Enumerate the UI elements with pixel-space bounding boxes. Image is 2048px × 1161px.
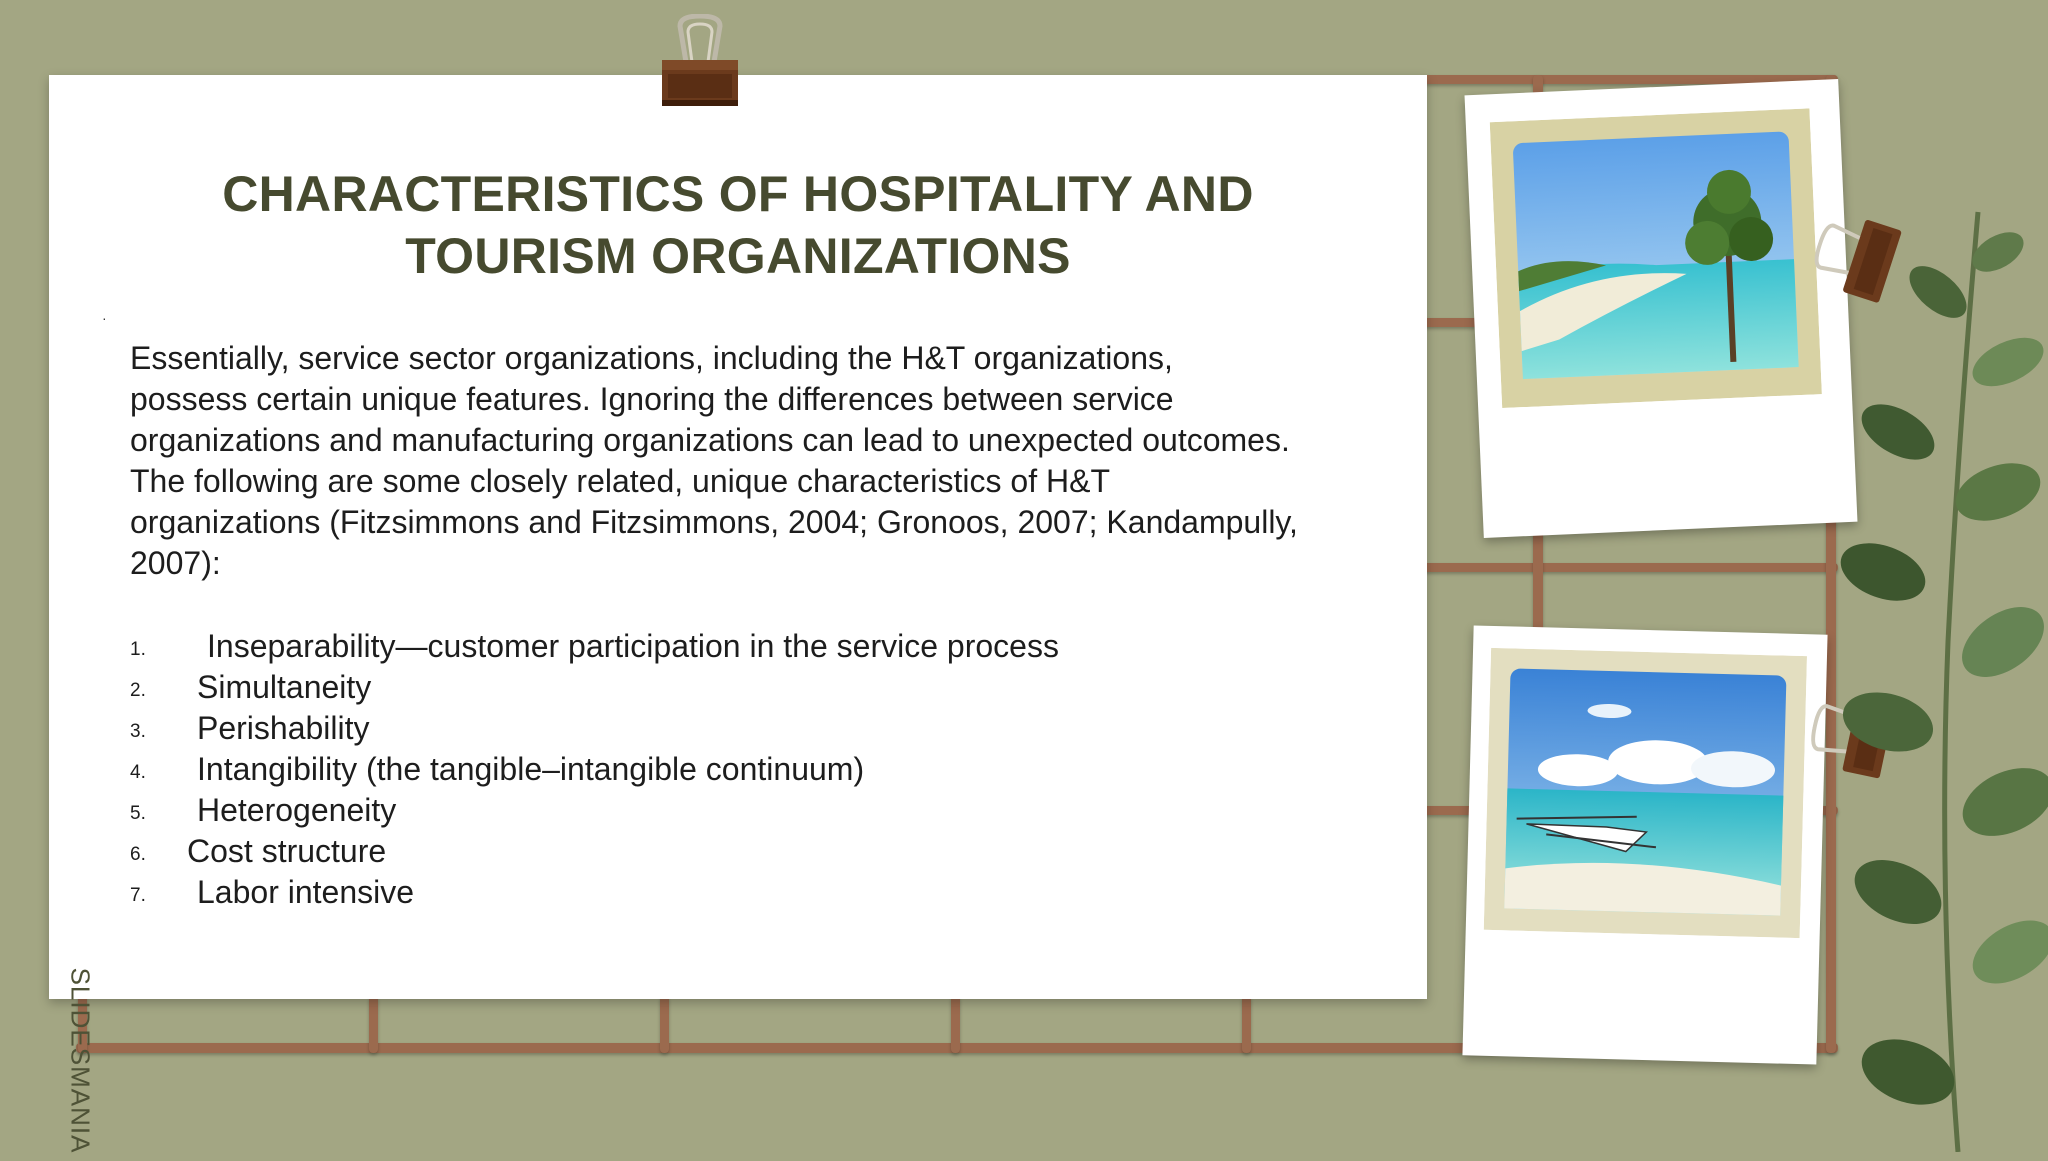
polaroid-frame-top (1465, 79, 1858, 538)
slide-title (49, 163, 1427, 287)
paragraph-line: possess certain unique features. Ignoring the differences between service (130, 381, 1174, 417)
list-number: 2. (130, 680, 146, 701)
list-number: 5. (130, 803, 146, 824)
paragraph-line: The following are some closely related, unique characteristics of H&T (130, 463, 1110, 499)
list-number: 7. (130, 885, 146, 906)
title-line-1: CHARACTERISTICS OF HOSPITALITY AND (222, 166, 1254, 222)
list-text: Intangibility (the tangible–intangible continuum) (197, 751, 865, 787)
boat-beach-photo (1484, 648, 1807, 938)
paragraph-line: 2007): (130, 545, 221, 581)
slidesmania-watermark: SLIDESMANIA (65, 967, 96, 1154)
list-text: Cost structure (187, 833, 387, 869)
paragraph-line: Essentially, service sector organizations, including the H&T organizations, (130, 340, 1173, 376)
list-text: Labor intensive (197, 874, 415, 910)
paragraph-line: organizations (Fitzsimmons and Fitzsimmons, 2004; Gronoos, 2007; Kandampully, (130, 504, 1298, 540)
intro-paragraph (130, 338, 1420, 584)
stray-bullet: · (102, 310, 107, 326)
list-text: Simultaneity (197, 669, 372, 705)
list-text: Heterogeneity (197, 792, 397, 828)
paragraph-line: organizations and manufacturing organizations can lead to unexpected outcomes. (130, 422, 1290, 458)
title-line-2: TOURISM ORGANIZATIONS (405, 228, 1071, 284)
list-text: Inseparability—customer participation in the service process (207, 628, 1059, 664)
list-number: 6. (130, 844, 146, 865)
binder-clip-icon (658, 14, 742, 110)
list-number: 1. (130, 639, 146, 660)
eucalyptus-plant (1828, 192, 2048, 1152)
list-number: 4. (130, 762, 146, 783)
list-number: 3. (130, 721, 146, 742)
list-text: Perishability (197, 710, 370, 746)
polaroid-frame-bottom (1462, 625, 1827, 1064)
beach-photo (1490, 108, 1822, 408)
content-card (49, 75, 1427, 999)
